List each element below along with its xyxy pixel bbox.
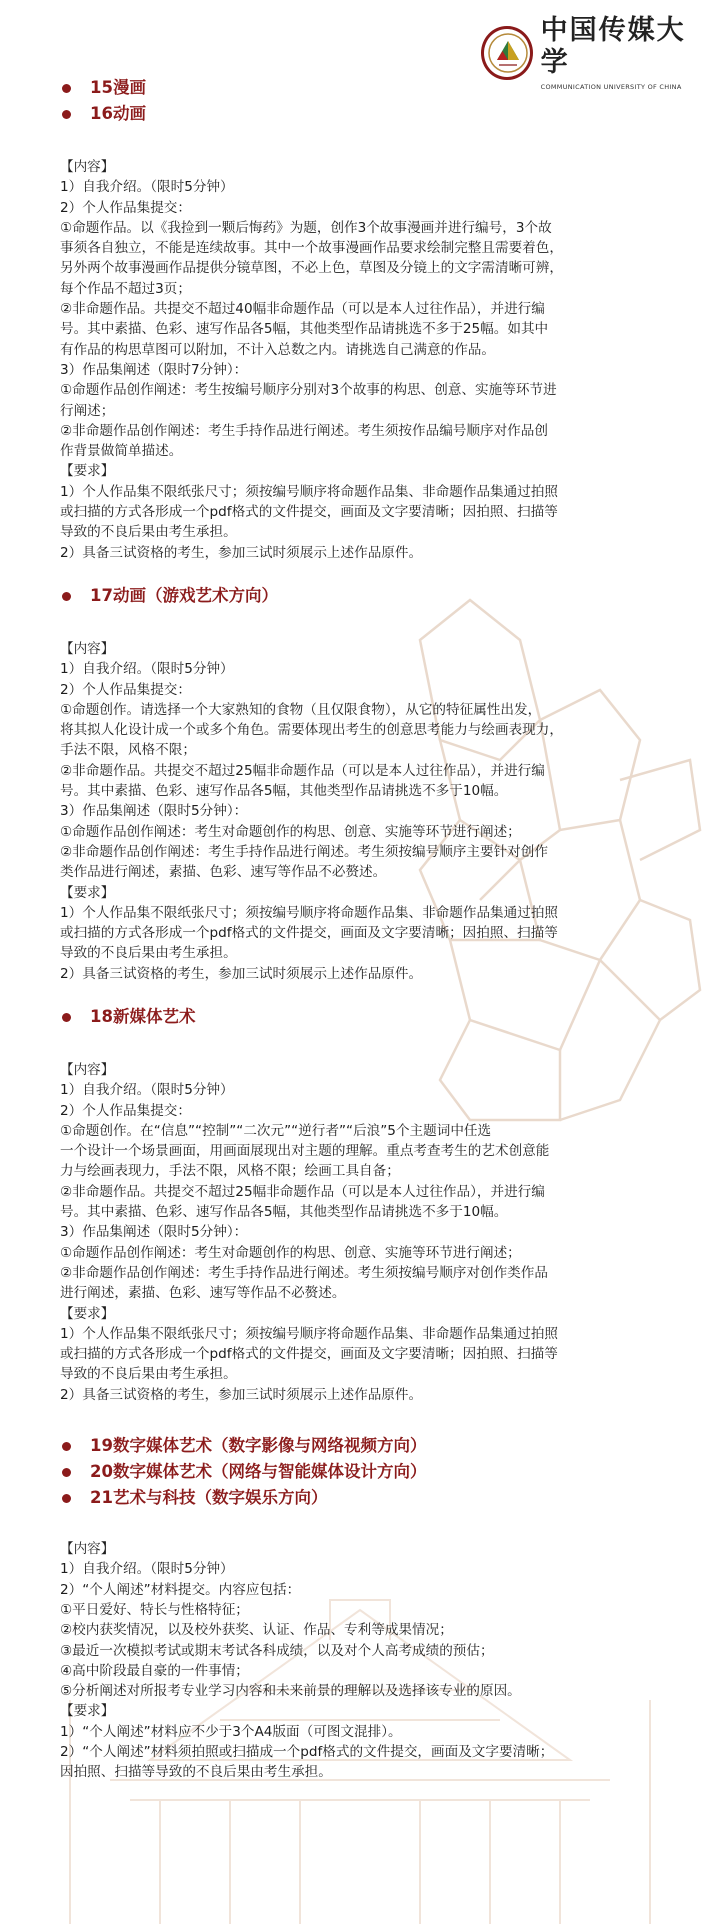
text-line: 3）作品集阐述（限时5分钟）： (60, 803, 248, 820)
section-heading: 16动画 (60, 101, 692, 127)
text-line: 力与绘画表现力，手法不限，风格不限；绘画工具自备； (60, 1163, 400, 1180)
text-line: 2）个人作品集提交： (60, 681, 191, 698)
text-line: 3）作品集阐述（限时5分钟）： (60, 1224, 248, 1241)
text-line: ①命题作品创作阐述：考生对命题创作的构思、创意、实施等环节进行阐述； (60, 1244, 521, 1261)
section-headings (60, 583, 692, 609)
text-line: 一个设计一个场景画面，用画面展现出对主题的理解。重点考查考生的艺术创意能 (60, 1143, 550, 1160)
section-heading: 18新媒体艺术 (60, 1004, 692, 1030)
text-line: 1）个人作品集不限纸张尺寸；须按编号顺序将命题作品集、非命题作品集通过拍照 (60, 1325, 559, 1342)
text-line: 2）个人作品集提交： (60, 1102, 191, 1119)
text-line: 号。其中素描、色彩、速写作品各5幅，其他类型作品请挑选不多于10幅。 (60, 1204, 508, 1221)
text-line: 1）自我介绍。（限时5分钟） (60, 661, 234, 678)
section-body (60, 1539, 692, 1783)
section-19-20-21 (60, 1405, 692, 1783)
text-line: ④高中阶段最自豪的一件事情； (60, 1662, 249, 1679)
section-17 (60, 563, 692, 984)
logo-english-name: COMMUNICATION UNIVERSITY OF CHINA (540, 83, 682, 91)
text-line: 将其拟人化设计成一个或多个角色。需要体现出考生的创意思考能力与绘画表现力， (60, 722, 563, 739)
text-line: ①命题作品创作阐述：考生对命题创作的构思、创意、实施等环节进行阐述； (60, 823, 521, 840)
text-line: ②非命题作品。共提交不超过40幅非命题作品（可以是本人过往作品），并进行编 (60, 301, 545, 318)
text-line: 1）自我介绍。（限时5分钟） (60, 179, 234, 196)
text-line: 【要求】 (60, 463, 115, 480)
text-line: 【要求】 (60, 1305, 115, 1322)
text-line: 导致的不良后果由考生承担。 (60, 524, 237, 541)
text-line: 事须各自独立，不能是连续故事。其中一个故事漫画作品要求绘制完整且需要着色， (60, 240, 563, 257)
text-line: ②非命题作品创作阐述：考生手持作品进行阐述。考生须按编号顺序对创作类作品 (60, 1264, 548, 1281)
text-line: 另外两个故事漫画作品提供分镜草图，不必上色，草图及分镜上的文字需清晰可辨， (60, 260, 563, 277)
section-headings (60, 1004, 692, 1030)
text-line: ①命题作品创作阐述：考生按编号顺序分别对3个故事的构思、创意、实施等环节进 (60, 382, 557, 399)
text-line: ⑤分析阐述对所报考专业学习内容和未来前景的理解以及选择该专业的原因。 (60, 1683, 521, 1700)
text-line: 手法不限，风格不限； (60, 742, 196, 759)
text-line: 或扫描的方式各形成一个pdf格式的文件提交，画面及文字要清晰；因拍照、扫描等 (60, 925, 558, 942)
text-line: ①命题作品。以《我捡到一颗后悔药》为题，创作3个故事漫画并进行编号，3个故 (60, 219, 552, 236)
text-line: 1）自我介绍。（限时5分钟） (60, 1082, 234, 1099)
text-line: 号。其中素描、色彩、速写作品各5幅，其他类型作品请挑选不多于10幅。 (60, 783, 508, 800)
text-line: 【内容】 (60, 640, 115, 657)
section-body (60, 157, 692, 563)
text-line: 号。其中素描、色彩、速写作品各5幅，其他类型作品请挑选不多于25幅。如其中 (60, 321, 549, 338)
university-seal-icon (481, 26, 533, 80)
text-line: 或扫描的方式各形成一个pdf格式的文件提交，画面及文字要清晰；因拍照、扫描等 (60, 504, 558, 521)
text-line: 【内容】 (60, 1541, 115, 1558)
text-line: 1）自我介绍。（限时5分钟） (60, 1561, 234, 1578)
text-line: ②非命题作品创作阐述：考生手持作品进行阐述。考生须按作品编号顺序对作品创 (60, 422, 548, 439)
text-line: 行阐述； (60, 402, 115, 419)
section-headings (60, 1433, 692, 1511)
text-line: 2）具备三试资格的考生，参加三试时须展示上述作品原件。 (60, 1386, 423, 1403)
text-line: 导致的不良后果由考生承担。 (60, 1366, 237, 1383)
text-line: 【要求】 (60, 1703, 115, 1720)
text-line: 类作品进行阐述，素描、色彩、速写等作品不必赘述。 (60, 864, 387, 881)
section-heading: 20数字媒体艺术（网络与智能媒体设计方向） (60, 1459, 692, 1485)
text-line: 导致的不良后果由考生承担。 (60, 945, 237, 962)
section-heading: 21艺术与科技（数字娱乐方向） (60, 1485, 692, 1511)
text-line: 因拍照、扫描等导致的不良后果由考生承担。 (60, 1764, 332, 1781)
section-body (60, 1060, 692, 1405)
text-line: 【内容】 (60, 1061, 115, 1078)
text-line: 1）“个人阐述”材料应不少于3个A4版面（可图文混排）。 (60, 1723, 402, 1740)
text-line: ③最近一次模拟考试或期末考试各科成绩，以及对个人高考成绩的预估； (60, 1642, 494, 1659)
text-line: ②校内获奖情况，以及校外获奖、认证、作品、专利等成果情况； (60, 1622, 453, 1639)
text-line: 2）具备三试资格的考生，参加三试时须展示上述作品原件。 (60, 544, 423, 561)
text-line: 有作品的构思草图可以附加，不计入总数之内。请挑选自己满意的作品。 (60, 341, 495, 358)
text-line: 或扫描的方式各形成一个pdf格式的文件提交，画面及文字要清晰；因拍照、扫描等 (60, 1346, 558, 1363)
text-line: 3）作品集阐述（限时7分钟）： (60, 361, 248, 378)
text-line: 2）个人作品集提交： (60, 199, 191, 216)
text-line: 2）“个人阐述”材料须拍照或扫描成一个pdf格式的文件提交，画面及文字要清晰； (60, 1744, 554, 1760)
text-line: 进行阐述，素描、色彩、速写等作品不必赘述。 (60, 1285, 346, 1302)
text-line: 每个作品不超过3页； (60, 280, 191, 297)
section-body (60, 639, 692, 984)
text-line: ①命题创作。请选择一个大家熟知的食物（且仅限食物），从它的特征属性出发， (60, 701, 542, 718)
text-line: ①平日爱好、特长与性格特征； (60, 1601, 249, 1618)
section-heading: 19数字媒体艺术（数字影像与网络视频方向） (60, 1433, 692, 1459)
text-line: ②非命题作品。共提交不超过25幅非命题作品（可以是本人过往作品），并进行编 (60, 762, 545, 779)
text-line: ②非命题作品创作阐述：考生手持作品进行阐述。考生须按编号顺序主要针对创作 (60, 843, 548, 860)
section-heading: 17动画（游戏艺术方向） (60, 583, 692, 609)
section-heading: 15漫画 (60, 75, 692, 101)
text-line: 作背景做简单描述。 (60, 443, 183, 460)
text-line: 【内容】 (60, 159, 115, 175)
text-line: 2）具备三试资格的考生，参加三试时须展示上述作品原件。 (60, 965, 423, 982)
logo-chinese-name: 中国传媒大学 (540, 15, 686, 78)
university-logo (481, 15, 706, 91)
section-18 (60, 984, 692, 1405)
text-line: ①命题创作。在“信息”“控制”“二次元”“逆行者”“后浪”5个主题词中任选 (60, 1122, 492, 1139)
text-line: 1）个人作品集不限纸张尺寸；须按编号顺序将命题作品集、非命题作品集通过拍照 (60, 483, 559, 500)
text-line: ②非命题作品。共提交不超过25幅非命题作品（可以是本人过往作品），并进行编 (60, 1183, 545, 1200)
text-line: 【要求】 (60, 884, 115, 901)
text-line: 2）“个人阐述”材料提交。内容应包括： (60, 1581, 301, 1598)
text-line: 1）个人作品集不限纸张尺寸；须按编号顺序将命题作品集、非命题作品集通过拍照 (60, 904, 559, 921)
